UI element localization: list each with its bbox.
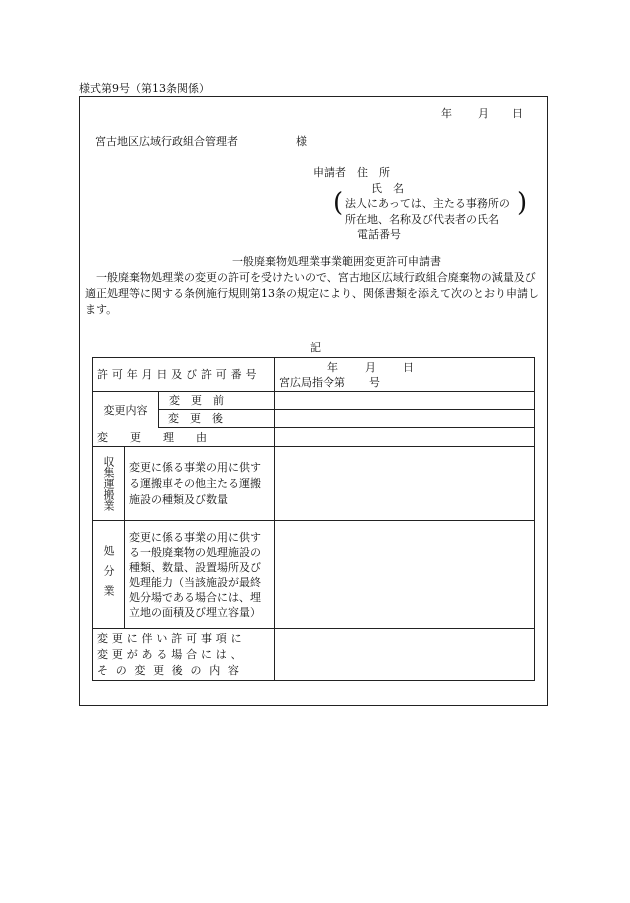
left-paren: ( [333,188,344,218]
form-number: 様式第9号（第13条関係） [79,82,210,95]
name-label: 氏 名 [371,182,404,195]
collection-row [93,447,535,521]
ki-label: 記 [310,341,321,354]
before-label: 変 更 前 [169,394,224,407]
reason-label: 変 更 理 由 [93,428,275,447]
addressee-honorific: 様 [296,135,307,148]
address-label: 住 所 [357,166,390,179]
reason-value [275,428,535,447]
corporate-note-2: 所在地、名称及び代表者の氏名 [345,213,499,226]
date-day: 日 [512,107,523,120]
after-label: 変 更 後 [93,410,275,428]
permit-change-row [93,629,535,681]
permit-date-label: 許可年月日及び許可番号 [93,358,275,392]
permit-change-line3: その変更後の内容 [97,663,247,677]
permit-change-line2: 変更がある場合には、 [97,647,246,661]
date-month: 月 [478,107,489,120]
right-paren: ) [517,188,528,218]
application-table [92,357,535,681]
permit-change-line1: 変更に伴い許可事項に [97,631,246,645]
before-value [275,392,535,410]
corporate-note-1: 法人にあっては、主たる事務所の [345,197,510,210]
collection-desc: 変更に係る事業の用に供する運搬車その他主たる運搬施設の種類及び数量 [125,447,275,521]
collection-value [275,447,535,521]
permit-row [93,358,535,392]
reason-row [93,428,535,447]
disposal-value [275,521,535,629]
applicant-label: 申請者 [313,166,346,179]
permit-date-value: 年 月 日 宮広局指令第 号 [275,358,535,392]
document-title: 一般廃棄物処理業事業範囲変更許可申請書 [232,255,441,268]
date-year: 年 [441,107,452,120]
permit-change-value [275,629,535,681]
permit-number-suffix: 号 [369,375,381,389]
change-content-label: 変更内容 [93,392,159,428]
addressee-name: 宮古地区広域行政組合管理者 [95,135,238,148]
disposal-label: 処分業 [102,544,115,605]
disposal-desc: 変更に係る事業の用に供する一般廃棄物の処理施設の種類、数量、設置場所及び処理能力（当該施設が最終処分場である場合には、埋立地の面積及び埋立容量） [125,521,275,629]
collection-label: 収集運搬業 [102,456,115,511]
after-value [275,410,535,428]
body-text: 一般廃棄物処理業の変更の許可を受けたいので、宮古地区広域行政組合廃棄物の減量及び適正処理等に関する条例施行規則第13条の規定により、関係書類を添えて次のとおり申請します。 [85,271,539,316]
disposal-row [93,521,535,629]
before-row [93,392,535,410]
phone-label: 電話番号 [357,228,401,241]
permit-number-prefix: 宮広局指令第 [279,375,346,389]
